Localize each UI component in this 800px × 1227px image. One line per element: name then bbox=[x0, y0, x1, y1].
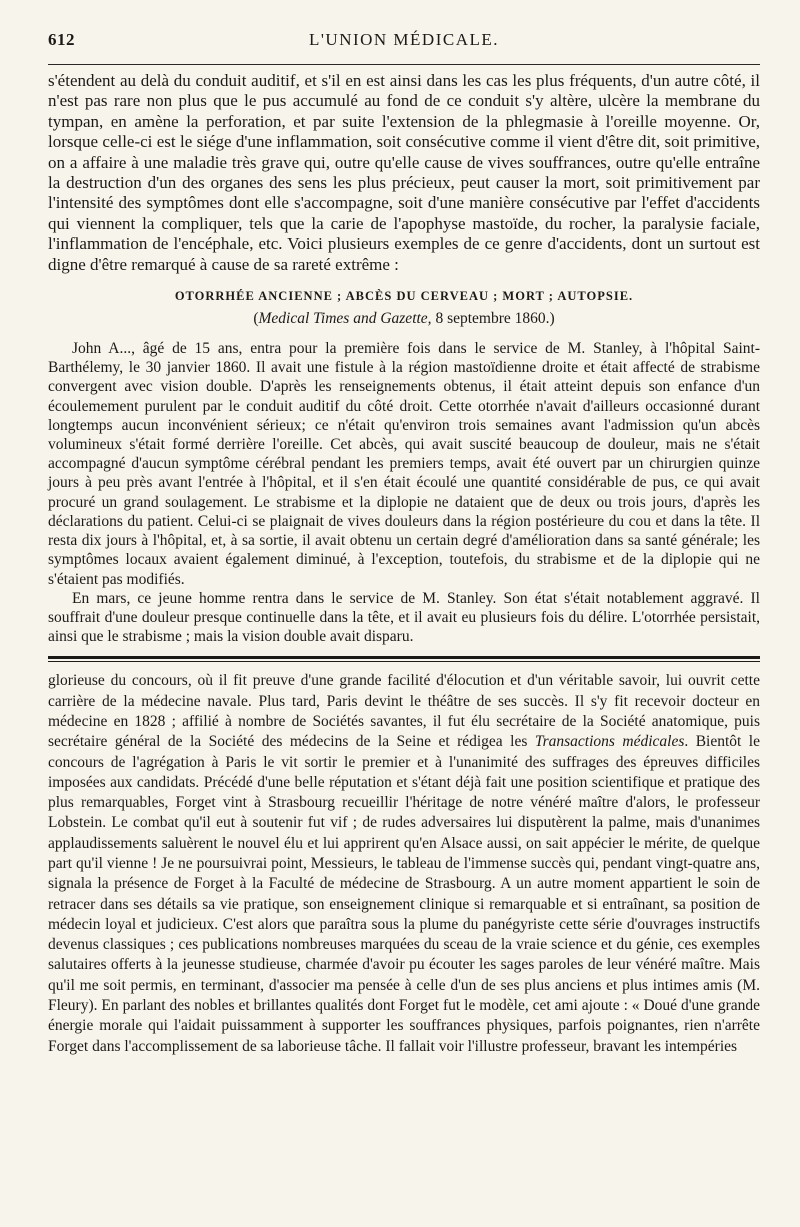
divider-thick-rule bbox=[48, 656, 760, 659]
header-rule bbox=[48, 64, 760, 65]
case-paragraph-2: En mars, ce jeune homme rentra dans le service de M. Stanley. Son état s'était notablement aggravé. Il souffrait d'une douleur presque continuelle dans la tête, et il avait eu plusieurs fois du délire. L'otorrhée persistait, ainsi que le strabisme ; mais la vision double avait disparu. bbox=[48, 589, 760, 646]
case-source bbox=[48, 310, 760, 328]
intro-paragraph: s'étendent au delà du conduit auditif, et s'il en est ainsi dans les cas les plus fréquents, d'un autre côté, il n'est pas rare non plus que le pus accumulé au fond de ce conduit s'y altère, ulcère la membrane du tympan, en amène la perforation, et par suite l'extension de la phlegmasie à l'oreille moyenne. Or, lorsque celle-ci est le siége d'une inflammation, soit consécutive comme il vient d'être dit, soit primitive, on a affaire à une maladie très grave qui, outre qu'elle cause de vives souffrances, outre qu'elle entraîne la destruction d'un des organes des sens les plus précieux, peut causer la mort, soit primitivement par l'intensité des symptômes dont elle s'accompagne, soit d'une manière consécutive par l'effet d'accidents qui viennent la compliquer, tels que la carie de l'apophyse mastoïde, du rocher, la paralysie faciale, l'inflammation de l'encéphale, etc. Voici plusieurs exemples de ce genre d'accidents, dont un surtout est digne d'être remarqué à cause de sa rareté extrême : bbox=[48, 71, 760, 274]
feuilleton-text-1: glorieuse du concours, où il fit preuve d'une grande facilité d'élocution et d'un véritable savoir, lui ouvrit cette carrière de la médecine navale. Plus tard, Paris devint le théâtre de ses succès. Il s'y fit recevoir docteur en médecine en 1828 ; affilié à nombre de Sociétés savantes, il fut élu secrétaire de la Société anatomique, puis secrétaire général de la Société des médecins de la Seine et rédigea les bbox=[48, 672, 760, 751]
intro-section bbox=[48, 71, 760, 275]
feuilleton-italic-title: Transactions médicales bbox=[534, 733, 685, 751]
case-source-journal: Medical Times and Gazette, bbox=[258, 310, 432, 328]
section-divider bbox=[48, 656, 760, 662]
case-source-open: ( bbox=[253, 310, 259, 328]
feuilleton-paragraph bbox=[48, 671, 760, 1057]
case-report bbox=[48, 339, 760, 646]
case-source-date: 8 septembre 1860.) bbox=[431, 310, 555, 328]
feuilleton-section bbox=[48, 671, 760, 1057]
page-number: 612 bbox=[48, 30, 75, 49]
running-title: L'UNION MÉDICALE. bbox=[308, 30, 500, 49]
feuilleton-text-2: . Bientôt le concours de l'agrégation à Paris le vit sortir le premier et à l'unanimité des suffrages des épreuves difficiles imposées aux candidats. Précédé d'une belle réputation et s'étant déjà fait une position scientifique et pratique des plus remarquables, Forget vint à Strasbourg recueillir l'héritage de notre vénéré maître d'alors, le professeur Lobstein. Le combat qu'il eut à soutenir fut vif ; de rudes adversaires lui disputèrent la palme, mais d'unanimes applaudissements saluèrent le nouvel élu et lui apprirent qu'en Alsace aussi, on sait appécier le mérite, de quelque part qu'il vienne ! Je ne poursuivrai point, Messieurs, le tableau de l'immense succès qui, pendant vingt-quatre ans, signala la présence de Forget à la Faculté de médecine de Strasbourg. A un autre moment appartient le soin de retracer dans ses détails sa vie pratique, son enseignement clinique si remarquable et si entraînant, sa position de médecin loyal et judicieux. C'est alors que paraîtra sous la plume du panégyriste cette série d'ouvrages instructifs devenus classiques ; ces publications nombreuses marquées du sceau de la vraie science et du génie, ces exemples salutaires offerts à la jeunesse studieuse, charmée d'avoir pu écouter les sages paroles de leur vénéré maître. Mais qu'il me soit permis, en terminant, d'associer ma pensée à celle d'un de ses plus anciens et plus intimes amis (M. Fleury). En parlant des nobles et brillantes qualités dont Forget fut le modèle, cet ami ajoute : « Doué d'une grande énergie morale qui l'aidait puissamment à supporter les souffrances physiques, parfois poignantes, rien n'arrête Forget dans l'accomplissement de sa laborieuse tâche. Il fallait voir l'illustre professeur, bravant les intempéries bbox=[48, 733, 760, 1055]
divider-thin-rule bbox=[48, 661, 760, 662]
case-title: OTORRHÉE ANCIENNE ; ABCÈS DU CERVEAU ; MORT ; AUTOPSIE. bbox=[174, 289, 634, 304]
page-header bbox=[48, 30, 760, 56]
case-paragraph-1: John A..., âgé de 15 ans, entra pour la première fois dans le service de M. Stanley, à l'hôpital Saint-Barthélemy, le 30 janvier 1860. Il avait une fistule à la région mastoïdienne droite et était affecté de strabisme convergent avec vision double. D'après les renseignements obtenus, il était atteint depuis son enfance d'un écoulemement purulent par le conduit auditif du côté droit. Cette otorrhée n'avait d'ailleurs occasionné durant longtemps aucun inconvénient sérieux; ce n'était qu'environ trois semaines avant l'admission qu'un abcès volumineux s'était formé derrière l'oreille. Cet abcès, qui avait suscité beaucoup de douleur, mais ne s'était accompagné d'aucun symptôme cérébral pendant les premiers temps, avait été ouvert par un chirurgien quinze jours à peu près avant l'entrée à l'hôpital, et il s'en était écoulé une quantité considérable de pus, ce qui avait procuré un grand soulagement. Le strabisme et la diplopie ne dataient que de deux ou trois jours, d'après les déclarations du patient. Celui-ci se plaignait de vives douleurs dans la région postérieure du cou et dans la tête. Il resta dix jours à l'hôpital, et, à sa sortie, il avait obtenu un certain degré d'amélioration dans sa santé générale; les symptômes locaux avaient également diminué, à l'exception, toutefois, du strabisme et de la diplopie qui ne s'étaient pas modifiés. bbox=[48, 340, 760, 588]
